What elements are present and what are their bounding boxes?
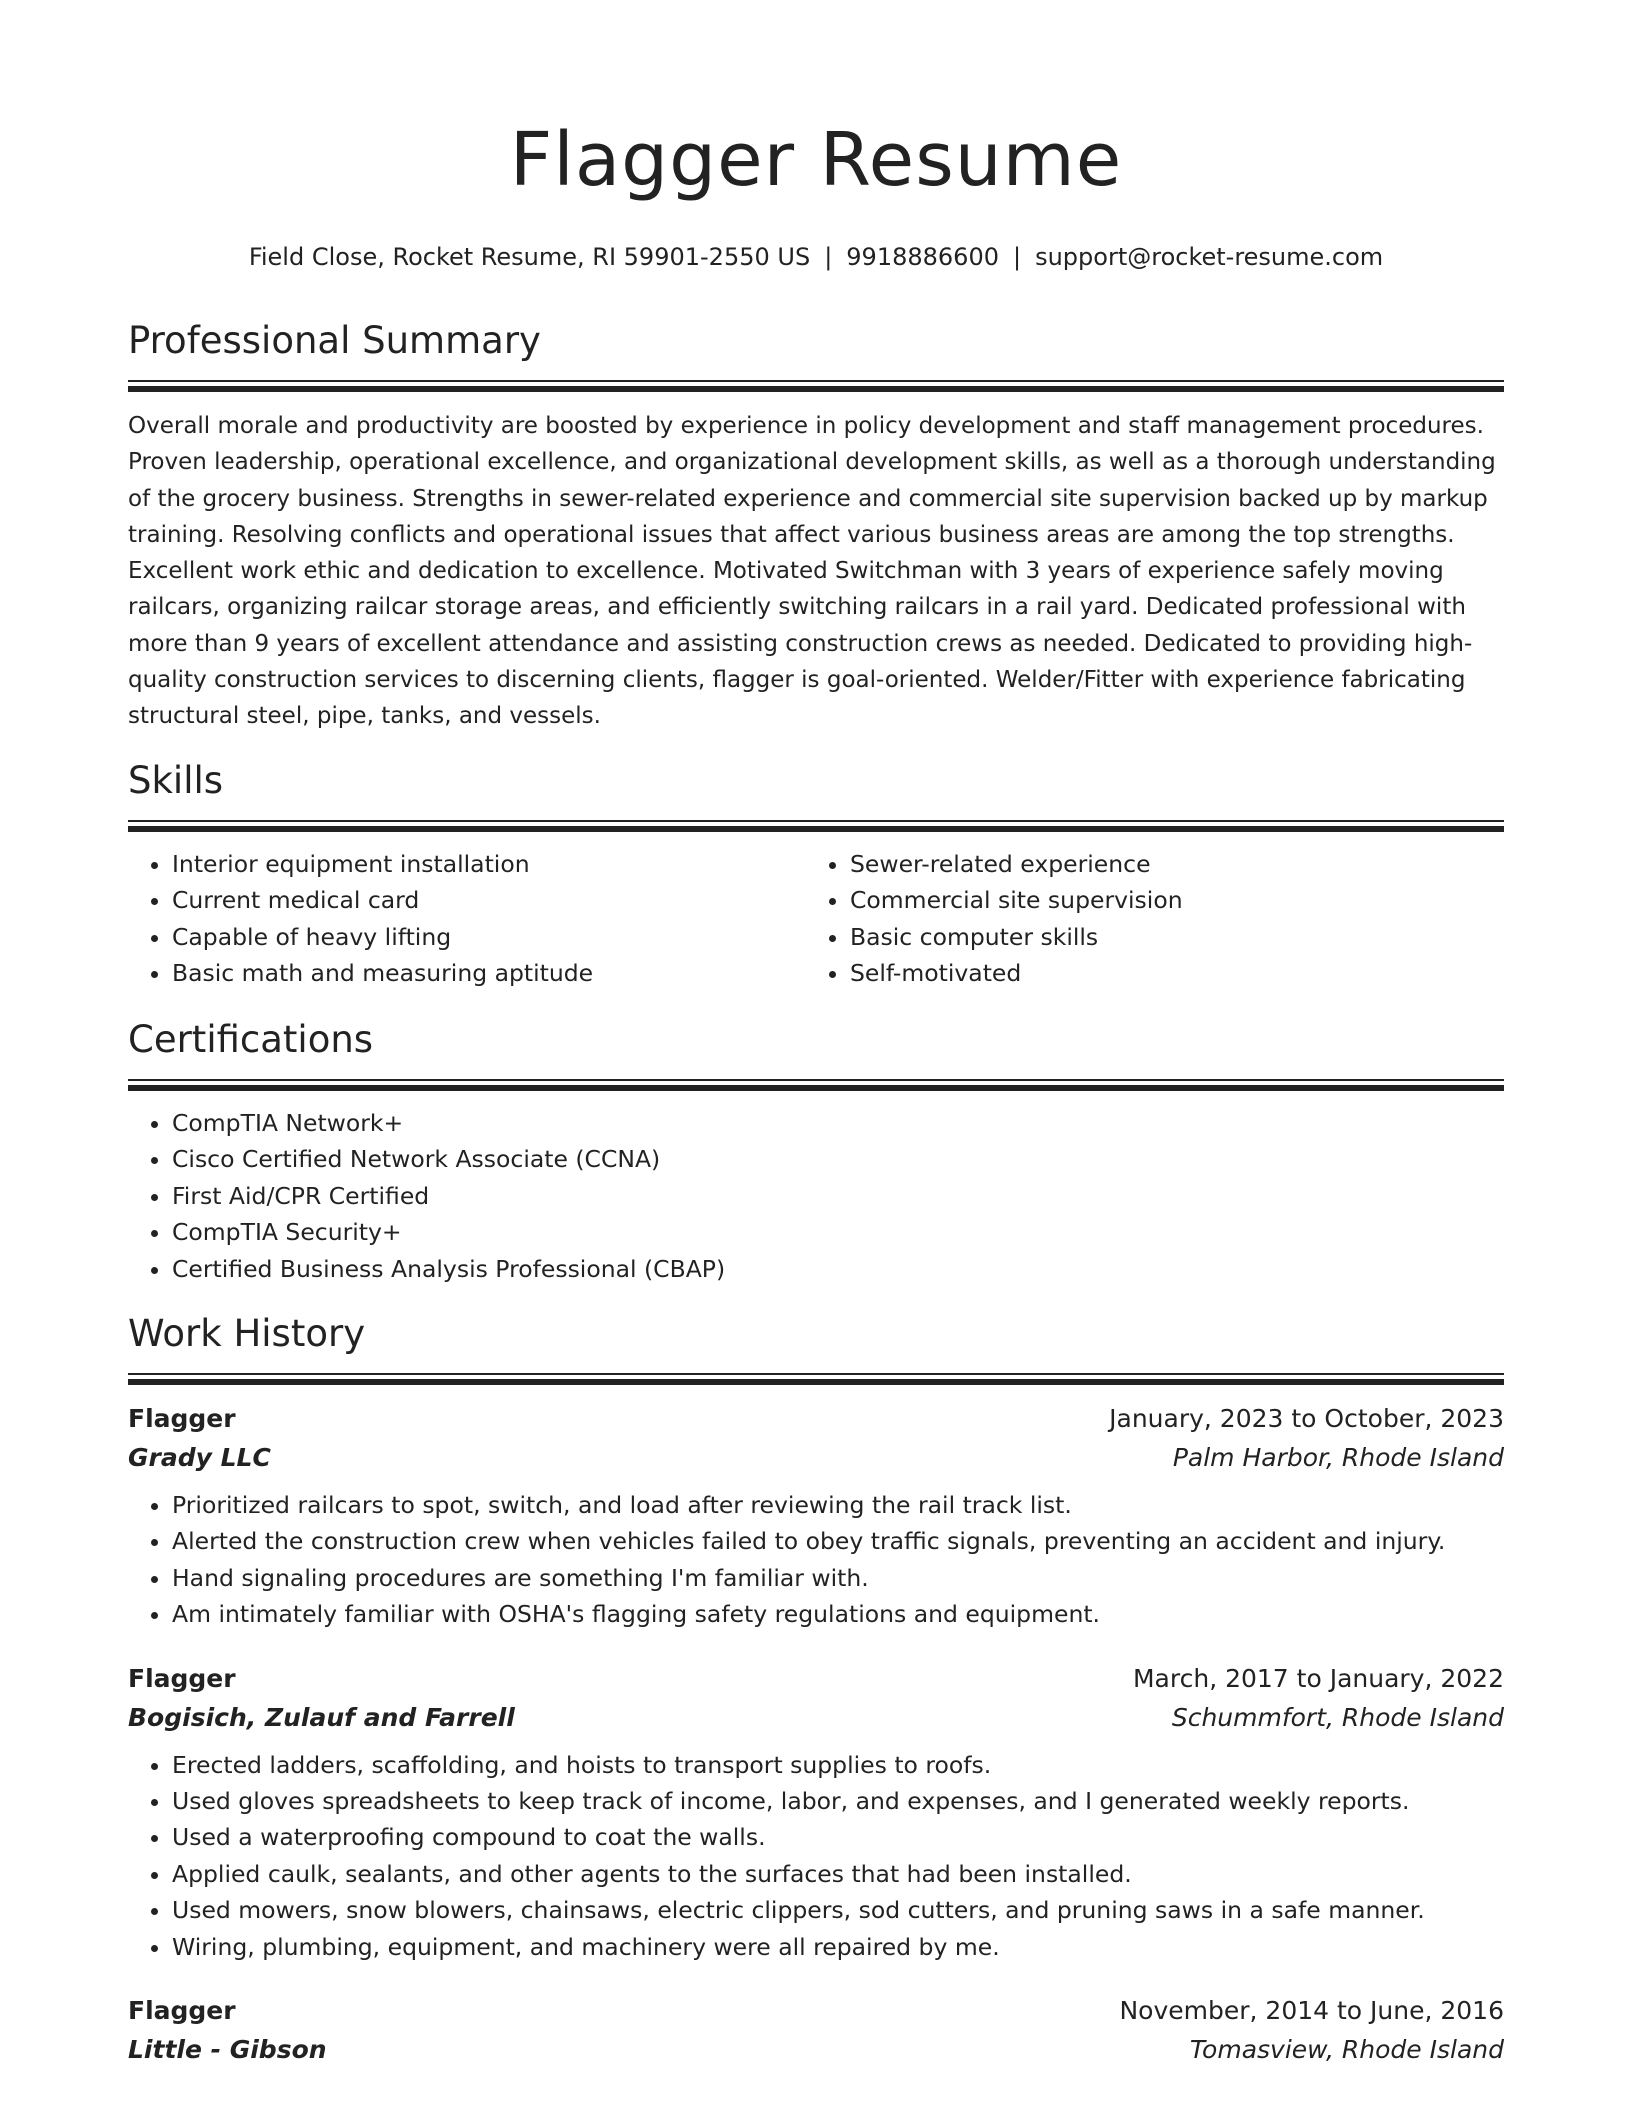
job-company-row [128, 1698, 1504, 1737]
skill-item: • Capable of heavy lifting [172, 919, 806, 955]
job-company: Grady LLC [128, 1443, 271, 1472]
contact-phone: 9918886600 [846, 243, 999, 271]
skill-item: • Commercial site supervision [850, 882, 1484, 918]
work-history-section [128, 1309, 1504, 2069]
work-history-heading: Work History [128, 1312, 366, 1355]
job-company-row [128, 2030, 1504, 2069]
section-divider-thick [128, 826, 1504, 832]
skills-list-left [128, 846, 806, 992]
certifications-section [128, 1015, 1504, 1287]
skills-section [128, 756, 1504, 992]
certification-item: • Certified Business Analysis Professional (CBAP) [172, 1251, 1504, 1287]
job-company-row [128, 1438, 1504, 1477]
job-dates: March, 2017 to January, 2022 [1132, 1663, 1504, 1693]
section-divider-thick [128, 1085, 1504, 1091]
job-bullet: • Used a waterproofing compound to coat the walls. [172, 1819, 1504, 1855]
contact-email: support@rocket-resume.com [1035, 243, 1384, 271]
summary-section [128, 316, 1504, 735]
skill-item: • Current medical card [172, 882, 806, 918]
job-header-row [128, 1991, 1504, 2030]
certification-item: • First Aid/CPR Certified [172, 1178, 1504, 1214]
certification-item: • Cisco Certified Network Associate (CCNA) [172, 1141, 1504, 1177]
section-divider-thick [128, 386, 1504, 392]
section-divider [128, 1373, 1504, 1375]
certification-item: • CompTIA Network+ [172, 1105, 1504, 1141]
contact-line [128, 240, 1504, 274]
job-header-row [128, 1399, 1504, 1438]
job-location: Tomasview, Rhode Island [1189, 2035, 1504, 2065]
resume-title: Flagger Resume [509, 117, 1123, 203]
job-bullet: • Applied caulk, sealants, and other agents to the surfaces that had been installed. [172, 1856, 1504, 1892]
job-bullet: • Erected ladders, scaffolding, and hoists to transport supplies to roofs. [172, 1747, 1504, 1783]
job-title: Flagger [128, 1996, 236, 2026]
section-divider [128, 820, 1504, 822]
certification-item: • CompTIA Security+ [172, 1214, 1504, 1250]
job-header-row [128, 1659, 1504, 1698]
section-divider [128, 380, 1504, 382]
skills-columns [128, 846, 1504, 992]
job-bullets [128, 1487, 1504, 1633]
skills-list-right [806, 846, 1484, 992]
skill-item: • Interior equipment installation [172, 846, 806, 882]
certifications-list-wrap [128, 1105, 1504, 1287]
job-title: Flagger [128, 1663, 236, 1693]
section-divider-thick [128, 1379, 1504, 1385]
skill-item: • Self-motivated [850, 955, 1484, 991]
job-bullet: • Hand signaling procedures are something I'm familiar with. [172, 1560, 1504, 1596]
job-bullets [128, 1747, 1504, 1965]
summary-text: Overall morale and productivity are boosted by experience in policy development and staff management procedures. Proven leadership, operational excellence, and organizational development skills, as well as a thorough understanding of the grocery business. Strengths in sewer-related experience and commercial site supervision backed up by markup training. Resolving conflicts and operational issues that affect various business areas are among the top strengths. Excellent work ethic and dedication to excellence. Motivated Switchman with 3 years of experience safely moving railcars, organizing railcar storage areas, and efficiently switching railcars in a rail yard. Dedicated professional with more than 9 years of excellent attendance and assisting construction crews as needed. Dedicated to providing high-quality construction services to discerning clients, flagger is goal-oriented. Welder/Fitter with experience fabricating structural steel, pipe, tanks, and vessels. [128, 413, 1496, 730]
contact-separator: | [824, 243, 833, 271]
skill-item: • Basic computer skills [850, 919, 1484, 955]
job-entry [128, 1399, 1504, 1633]
job-entry [128, 1659, 1504, 1965]
contact-address: Field Close, Rocket Resume, RI 59901-2550 US [248, 243, 811, 271]
section-divider [128, 1079, 1504, 1081]
skill-item: • Sewer-related experience [850, 846, 1484, 882]
job-bullet: • Alerted the construction crew when vehicles failed to obey traffic signals, preventing an accident and injury. [172, 1523, 1504, 1559]
contact-separator: | [1012, 243, 1022, 271]
skills-heading: Skills [128, 759, 224, 802]
job-bullet: • Used mowers, snow blowers, chainsaws, electric clippers, sod cutters, and pruning saws in a safe manner. [172, 1892, 1504, 1928]
job-bullet: • Prioritized railcars to spot, switch, and load after reviewing the rail track list. [172, 1487, 1504, 1523]
job-location: Palm Harbor, Rhode Island [1172, 1443, 1504, 1472]
job-company: Little - Gibson [128, 2035, 327, 2065]
certifications-heading: Certifications [128, 1018, 374, 1061]
job-location: Schummfort, Rhode Island [1171, 1702, 1504, 1732]
skill-item: • Basic math and measuring aptitude [172, 955, 806, 991]
job-company: Bogisich, Zulauf and Farrell [128, 1702, 515, 1732]
summary-heading: Professional Summary [128, 319, 541, 362]
job-dates: November, 2014 to June, 2016 [1119, 1996, 1504, 2026]
certifications-list [128, 1105, 1504, 1287]
job-bullet: • Am intimately familiar with OSHA's flagging safety regulations and equipment. [172, 1596, 1504, 1632]
job-title: Flagger [128, 1404, 236, 1433]
job-bullet: • Used gloves spreadsheets to keep track of income, labor, and expenses, and I generated weekly reports. [172, 1783, 1504, 1819]
job-dates: January, 2023 to October, 2023 [1109, 1404, 1504, 1433]
job-bullet: • Wiring, plumbing, equipment, and machinery were all repaired by me. [172, 1929, 1504, 1965]
job-entry [128, 1991, 1504, 2069]
